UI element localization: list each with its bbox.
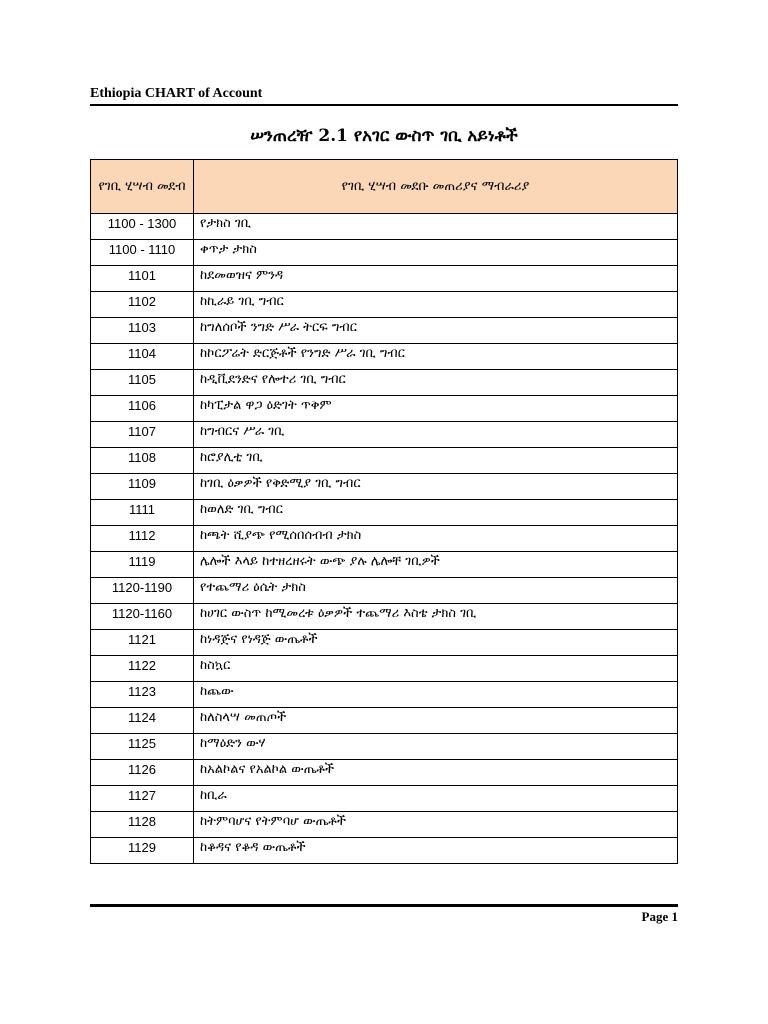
page-number: Page 1 — [641, 909, 678, 924]
account-description: ከቢራ — [194, 786, 678, 812]
table-row — [91, 448, 678, 474]
account-code: 1106 — [91, 396, 194, 422]
table-header-row — [91, 160, 678, 214]
table-row — [91, 760, 678, 786]
table-row — [91, 656, 678, 682]
account-description: ከለስላሣ መጠጦች — [194, 708, 678, 734]
table-row — [91, 526, 678, 552]
column-header-code: የገቢ ሂሣብ መደብ — [91, 160, 194, 214]
account-description: ከጫት ሺያጭ የሚሰበሰብብ ታክስ — [194, 526, 678, 552]
account-code: 1127 — [91, 786, 194, 812]
table-row — [91, 734, 678, 760]
table-row — [91, 838, 678, 864]
account-code: 1125 — [91, 734, 194, 760]
account-code: 1102 — [91, 292, 194, 318]
footer-divider — [90, 904, 678, 907]
table-row — [91, 214, 678, 240]
account-description: ከአልኮልና የአልኮል ውጤቶች — [194, 760, 678, 786]
table-row — [91, 292, 678, 318]
account-code: 1120-1190 — [91, 578, 194, 604]
account-code: 1107 — [91, 422, 194, 448]
account-description: ሌሎች እላይ ከተዘረዘሩት ውጭ ያሉ ሌሎቸ ገቢዎች — [194, 552, 678, 578]
account-code: 1109 — [91, 474, 194, 500]
table-row — [91, 370, 678, 396]
table-row — [91, 786, 678, 812]
accounts-table — [90, 159, 678, 864]
table-row — [91, 708, 678, 734]
account-code: 1122 — [91, 656, 194, 682]
account-code: 1104 — [91, 344, 194, 370]
account-description: ከማዕድን ውሃ — [194, 734, 678, 760]
account-description: ከገቢ ዕቃዎች የቅድሚያ ገቢ ግብር — [194, 474, 678, 500]
table-row — [91, 344, 678, 370]
account-description: ከካፒታል ዋጋ ዕድገት ጥቅም — [194, 396, 678, 422]
account-description: ከስኳር — [194, 656, 678, 682]
table-row — [91, 240, 678, 266]
account-description: የታክስ ገቢ — [194, 214, 678, 240]
account-description: ከዲቪደንድና የሎተሪ ገቢ ግብር — [194, 370, 678, 396]
account-code: 1103 — [91, 318, 194, 344]
account-code: 1123 — [91, 682, 194, 708]
account-code: 1128 — [91, 812, 194, 838]
account-code: 1119 — [91, 552, 194, 578]
account-description: ከሮያሊቲ ገቢ — [194, 448, 678, 474]
column-header-description: የገቢ ሂሣብ መደቡ መጠሪያና ማብራሪያ — [194, 160, 678, 214]
table-row — [91, 474, 678, 500]
account-code: 1124 — [91, 708, 194, 734]
table-row — [91, 812, 678, 838]
account-description: ከኪራይ ገቢ ግብር — [194, 292, 678, 318]
account-code: 1121 — [91, 630, 194, 656]
table-row — [91, 266, 678, 292]
account-code: 1105 — [91, 370, 194, 396]
account-description: ከግለሰቦች ንግድ ሥራ ትርፍ ግብር — [194, 318, 678, 344]
table-body — [91, 214, 678, 864]
account-description: ቀጥታ ታክስ — [194, 240, 678, 266]
account-code: 1129 — [91, 838, 194, 864]
header-divider — [90, 104, 678, 106]
account-description: ከነዳጅና የነዳጅ ውጤቶች — [194, 630, 678, 656]
account-description: ከቆዳና የቆዳ ውጤቶች — [194, 838, 678, 864]
table-row — [91, 422, 678, 448]
account-description: ከጨው — [194, 682, 678, 708]
account-description: ከወለድ ገቢ ግብር — [194, 500, 678, 526]
account-code: 1120-1160 — [91, 604, 194, 630]
account-code: 1126 — [91, 760, 194, 786]
header-title: Ethiopia CHART of Account — [90, 86, 263, 101]
account-description: ከደመወዝና ምንዳ — [194, 266, 678, 292]
account-code: 1111 — [91, 500, 194, 526]
table-row — [91, 682, 678, 708]
document-title: ሠንጠረዥ 2.1 የአገር ውስጥ ገቢ አይነቶች — [250, 126, 518, 146]
account-code: 1112 — [91, 526, 194, 552]
table-row — [91, 396, 678, 422]
account-description: ከሀገር ውስጥ ከሚመረቱ ዕቃዎች ተጨማሪ እስቴ ታክስ ገቢ — [194, 604, 678, 630]
account-code: 1100 - 1110 — [91, 240, 194, 266]
account-description: የተጨማሪ ዕሴት ታክስ — [194, 578, 678, 604]
table-row — [91, 318, 678, 344]
account-code: 1100 - 1300 — [91, 214, 194, 240]
account-description: ከግብርና ሥራ ገቢ — [194, 422, 678, 448]
account-code: 1108 — [91, 448, 194, 474]
account-code: 1101 — [91, 266, 194, 292]
account-description: ከኮርፖሬት ድርጅቶች የንግድ ሥራ ገቢ ግብር — [194, 344, 678, 370]
table-row — [91, 552, 678, 578]
table-row — [91, 578, 678, 604]
table-row — [91, 630, 678, 656]
account-description: ከትምባሆና የትምባሆ ውጤቶች — [194, 812, 678, 838]
table-row — [91, 604, 678, 630]
table-row — [91, 500, 678, 526]
